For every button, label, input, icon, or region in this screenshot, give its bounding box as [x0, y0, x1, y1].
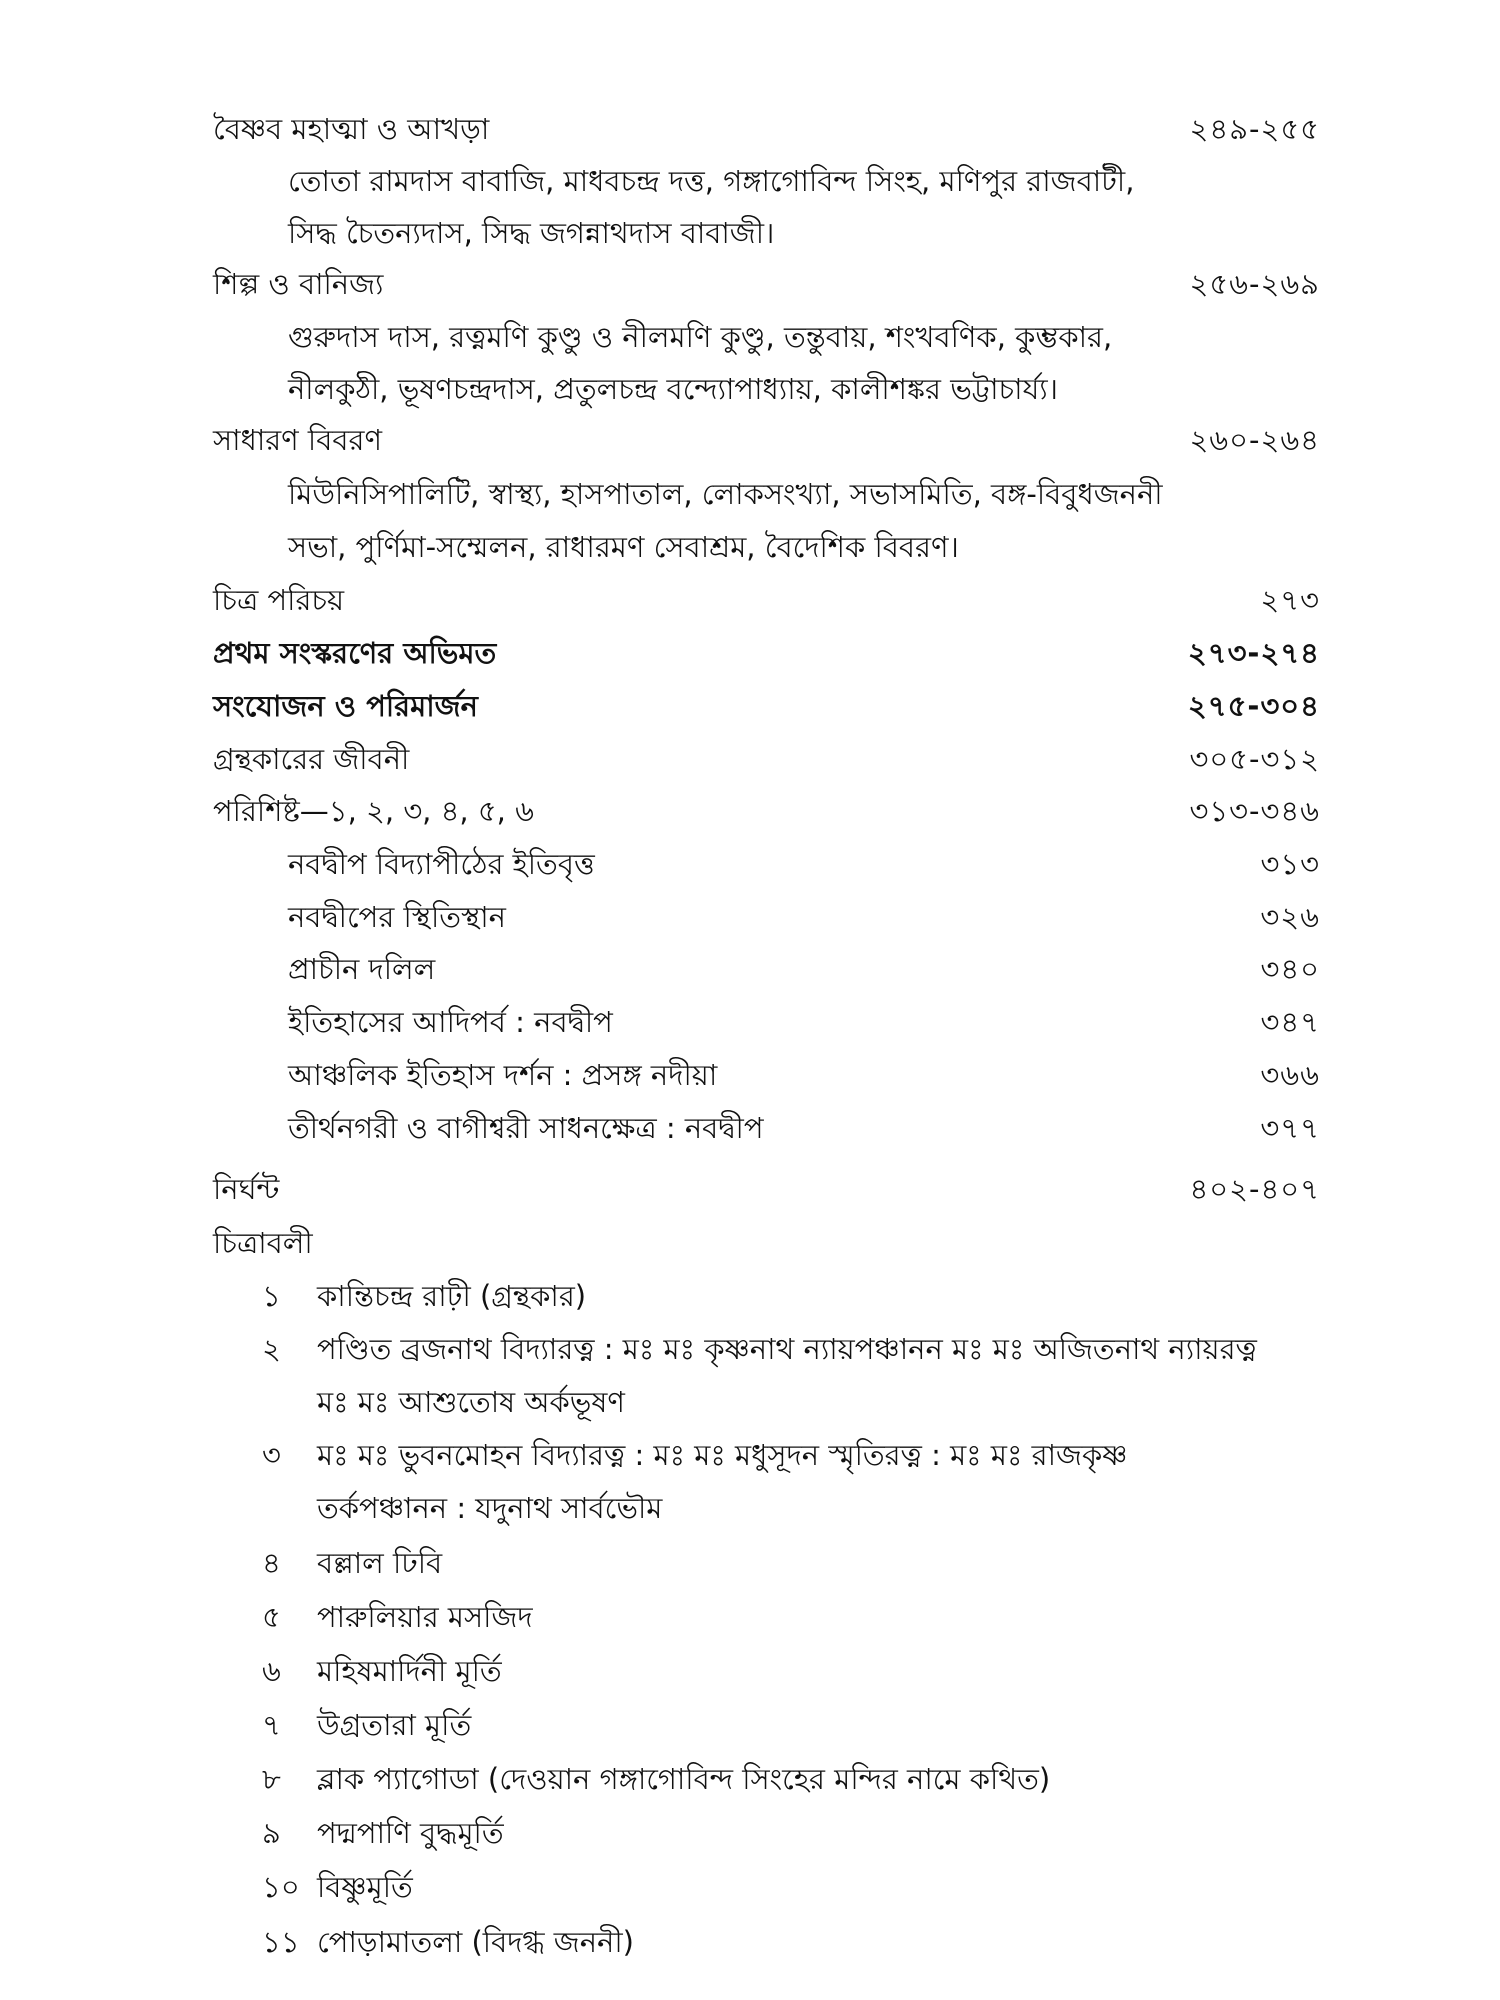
toc-section-desc: গুরুদাস দাস, রত্নমণি কুণ্ডু ও নীলমণি কুণ্ডু, তন্তুবায়, শংখবণিক, কুম্ভকার,	[288, 320, 1113, 354]
toc-index-entry	[213, 1163, 1320, 1215]
plate-caption-continued: তর্কপঞ্চানন : যদুনাথ সার্বভৌম	[317, 1491, 663, 1525]
plate-caption: পারুলিয়ার মসজিদ	[317, 1600, 533, 1634]
plate-caption: কান্তিচন্দ্র রাঢ়ী (গ্রন্থকার)	[317, 1279, 587, 1313]
toc-page-range: ২৭৩	[1260, 583, 1320, 617]
toc-section	[213, 414, 1320, 466]
toc-section	[213, 258, 1320, 310]
plate-caption: ব্লাক প্যাগোডা (দেওয়ান গঙ্গাগোবিন্দ সিংহের মন্দির নামে কথিত)	[317, 1762, 1051, 1796]
plate-caption-continued: মঃ মঃ আশুতোষ অর্কভূষণ	[317, 1385, 625, 1419]
plates-heading: চিত্রাবলী	[213, 1226, 313, 1260]
plate-caption: উগ্রতারা মূর্তি	[317, 1708, 472, 1742]
toc-page-number: ৩৪০	[1260, 952, 1320, 986]
toc-subentry	[213, 838, 1320, 890]
plate-number: ৭	[262, 1708, 281, 1742]
toc-subentry-title: প্রাচীন দলিল	[288, 952, 436, 986]
plate-item	[262, 1916, 1332, 1968]
toc-subentry-title: তীর্থনগরী ও বাগীশ্বরী সাধনক্ষেত্র : নবদ্বীপ	[288, 1111, 764, 1145]
toc-section	[213, 103, 1320, 155]
toc-page-range: ২৬০-২৬৪	[1189, 423, 1320, 457]
toc-page-number: ৩২৬	[1260, 900, 1320, 934]
plate-item	[262, 1537, 1332, 1589]
toc-section-desc: নীলকুঠী, ভূষণচন্দ্রদাস, প্রতুলচন্দ্র বন্দ্যোপাধ্যায়, কালীশঙ্কর ভট্টাচার্য্য।	[288, 372, 1059, 406]
plate-caption: পোড়ামাতলা (বিদগ্ধ জননী)	[317, 1925, 634, 1959]
plate-item	[262, 1323, 1332, 1375]
toc-section-desc: মিউনিসিপালিটি, স্বাস্থ্য, হাসপাতাল, লোকসংখ্যা, সভাসমিতি, বঙ্গ-বিবুধজননী	[288, 477, 1163, 511]
toc-entry-title: প্রথম সংস্করণের অভিমত	[213, 636, 497, 670]
toc-entry	[213, 574, 1320, 626]
toc-subentry	[213, 943, 1320, 995]
plate-caption: পণ্ডিত ব্রজনাথ বিদ্যারত্ন : মঃ মঃ কৃষ্ণনাথ ন্যায়পঞ্চানন মঃ মঃ অজিতনাথ ন্যায়রত্ন	[317, 1332, 1257, 1366]
toc-section-title: শিল্প ও বানিজ্য	[213, 267, 384, 301]
toc-subentry	[213, 1049, 1320, 1101]
toc-subentry	[213, 1102, 1320, 1154]
plate-number: ১০	[262, 1870, 300, 1904]
plate-number: ৩	[262, 1438, 281, 1472]
toc-entry	[213, 627, 1320, 679]
plate-number: ১১	[262, 1925, 300, 1959]
toc-entry	[213, 733, 1320, 785]
plate-number: ৬	[262, 1654, 281, 1688]
plate-item	[262, 1699, 1332, 1751]
plate-caption: মহিষমার্দিনী মূর্তি	[317, 1654, 502, 1688]
toc-entry-title: পরিশিষ্ট—১, ২, ৩, ৪, ৫, ৬	[213, 794, 534, 828]
toc-entry	[213, 785, 1320, 837]
toc-page-number: ৩৭৭	[1260, 1111, 1320, 1145]
plate-item	[262, 1861, 1332, 1913]
toc-page-number: ৩৬৬	[1260, 1058, 1320, 1092]
toc-entry-title: গ্রন্থকারের জীবনী	[213, 742, 410, 776]
plate-item	[262, 1645, 1332, 1697]
plate-item	[262, 1429, 1332, 1481]
toc-section-title: সাধারণ বিবরণ	[213, 423, 383, 457]
plate-caption: পদ্মপাণি বুদ্ধমূর্তি	[317, 1816, 504, 1850]
toc-subentry-title: ইতিহাসের আদিপর্ব : নবদ্বীপ	[288, 1005, 613, 1039]
toc-page-range: ৩১৩-৩৪৬	[1189, 794, 1320, 828]
toc-page-range: ২৪৯-২৫৫	[1189, 112, 1320, 146]
plate-caption: বল্লাল ঢিবি	[317, 1546, 443, 1580]
toc-page-range: ৩০৫-৩১২	[1189, 742, 1320, 776]
plate-number: ১	[262, 1279, 281, 1313]
toc-section-desc: সিদ্ধ চৈতন্যদাস, সিদ্ধ জগন্নাথদাস বাবাজী।	[288, 216, 775, 250]
plate-number: ৯	[262, 1816, 281, 1850]
plate-item	[262, 1753, 1332, 1805]
toc-page-range: ২৫৬-২৬৯	[1189, 267, 1320, 301]
toc-page-range: ২৭৩-২৭৪	[1187, 636, 1320, 670]
toc-page-number: ৩১৩	[1260, 847, 1320, 881]
toc-entry-title: নির্ঘন্ট	[213, 1172, 280, 1206]
toc-entry-title: চিত্র পরিচয়	[213, 583, 345, 617]
toc-subentry	[213, 996, 1320, 1048]
plate-number: ৪	[262, 1546, 281, 1580]
toc-section-title: বৈষ্ণব মহাত্মা ও আখড়া	[213, 112, 490, 146]
plate-item	[262, 1591, 1332, 1643]
plate-number: ৫	[262, 1600, 281, 1634]
toc-page-range: ২৭৫-৩০৪	[1187, 689, 1320, 723]
toc-page-number: ৩৪৭	[1260, 1005, 1320, 1039]
plate-number: ২	[262, 1332, 281, 1366]
plate-caption: মঃ মঃ ভুবনমোহন বিদ্যারত্ন : মঃ মঃ মধুসূদন স্মৃতিরত্ন : মঃ মঃ রাজকৃষ্ণ	[317, 1438, 1128, 1472]
plate-caption: বিষ্ণুমূর্তি	[317, 1870, 413, 1904]
toc-section-desc: সভা, পুর্ণিমা-সম্মেলন, রাধারমণ সেবাশ্রম, বৈদেশিক বিবরণ।	[288, 530, 959, 564]
plate-number: ৮	[262, 1762, 281, 1796]
toc-page-range: ৪০২-৪০৭	[1189, 1172, 1320, 1206]
toc-subentry-title: নবদ্বীপ বিদ্যাপীঠের ইতিবৃত্ত	[288, 847, 595, 881]
toc-entry	[213, 680, 1320, 732]
toc-subentry-title: নবদ্বীপের স্থিতিস্থান	[288, 900, 506, 934]
toc-section-desc: তোতা রামদাস বাবাজি, মাধবচন্দ্র দত্ত, গঙ্গাগোবিন্দ সিংহ, মণিপুর রাজবাটী,	[288, 164, 1135, 198]
toc-entry-title: সংযোজন ও পরিমার্জন	[213, 689, 478, 723]
plate-item	[262, 1807, 1332, 1859]
toc-subentry	[213, 891, 1320, 943]
plate-item	[262, 1270, 1332, 1322]
toc-subentry-title: আঞ্চলিক ইতিহাস দর্শন : প্রসঙ্গ নদীয়া	[288, 1058, 718, 1092]
